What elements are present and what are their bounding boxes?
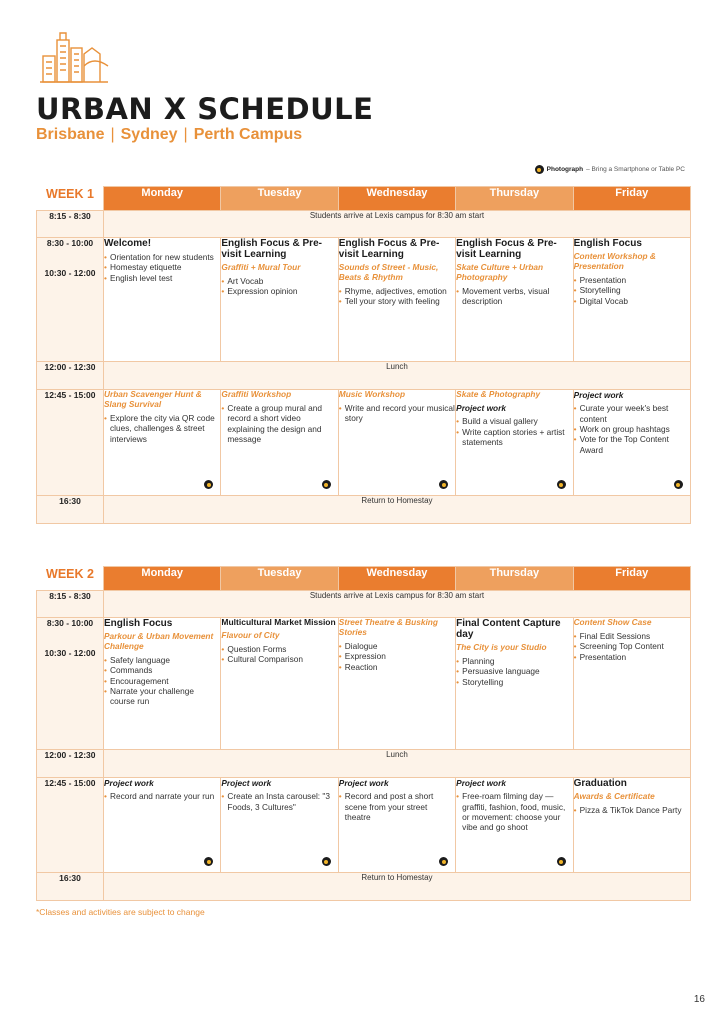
w1-wed-pm	[338, 390, 455, 496]
week1-morning-row	[37, 238, 691, 362]
campus-subtitle: Brisbane | Sydney | Perth Campus	[36, 126, 303, 143]
activity-subtitle: Sounds of Street - Music, Beats & Rhythm	[338, 262, 439, 282]
list-item: • Record and post a short scene from your street theatre	[339, 791, 455, 822]
list-item: • Screening Top Content	[574, 641, 690, 651]
w1-wed-am	[338, 238, 455, 362]
list-item: • Movement verbs, visual description	[456, 286, 572, 307]
time-slot: 8:15 - 8:30	[37, 211, 104, 238]
time-slot-morning	[37, 238, 104, 362]
camera-icon	[204, 480, 213, 489]
activity-subtitle: Urban Scavenger Hunt & Slang Survival	[104, 389, 202, 409]
list-item: • Art Vocab	[221, 276, 337, 286]
camera-icon	[557, 857, 566, 866]
w2-tue-pm	[221, 778, 338, 873]
footnote: *Classes and activities are subject to change	[36, 907, 205, 917]
w1-fri-am	[573, 238, 690, 362]
time-slot: 12:00 - 12:30	[37, 750, 104, 778]
w2-fri-am	[573, 618, 690, 750]
lunch-text: Lunch	[104, 362, 691, 390]
end-text: Return to Homestay	[104, 496, 691, 524]
week1-end-row	[37, 496, 691, 524]
w1-thu-pm	[456, 390, 573, 496]
day-wednesday: Wednesday	[338, 567, 455, 591]
time-slot: 12:45 - 15:00	[37, 390, 104, 496]
week1-lunch-row	[37, 362, 691, 390]
activity-subtitle: Flavour of City	[221, 629, 280, 640]
list-item: • Planning	[456, 656, 572, 666]
w1-thu-am	[456, 238, 573, 362]
day-tuesday: Tuesday	[221, 567, 338, 591]
day-thursday: Thursday	[456, 187, 573, 211]
list-item: • Final Edit Sessions	[574, 631, 690, 641]
list-item: • Expression opinion	[221, 286, 337, 296]
w1-fri-pm	[573, 390, 690, 496]
camera-icon	[439, 857, 448, 866]
list-item: • Explore the city via QR code clues, challenges & street interviews	[104, 413, 220, 444]
list-item: • Presentation	[574, 275, 690, 285]
project-work-label: Project work	[573, 390, 624, 400]
list-item: • Homestay etiquette	[104, 262, 220, 272]
week1-label: WEEK 1	[37, 187, 104, 211]
day-tuesday: Tuesday	[221, 187, 338, 211]
w2-fri-pm	[573, 778, 690, 873]
page-number: 16	[693, 994, 705, 1005]
campus-sydney: Sydney	[120, 126, 178, 143]
list-item: • Expression	[339, 651, 455, 661]
activity-title: English Focus & Pre-visit Learning	[338, 238, 440, 260]
activity-subtitle: Parkour & Urban Movement Challenge	[104, 631, 214, 651]
activity-subtitle: Awards & Certificate	[573, 791, 655, 801]
w2-tue-am	[221, 618, 338, 750]
w1-mon-am	[104, 238, 221, 362]
week2-afternoon-row	[37, 778, 691, 873]
list-item: • Write and record your musical story	[339, 403, 455, 424]
w2-mon-pm	[104, 778, 221, 873]
time-slot: 8:15 - 8:30	[37, 591, 104, 618]
list-item: • Safety language	[104, 655, 220, 665]
legend-text: – Bring a Smartphone or Table PC	[586, 166, 685, 173]
time-slot: 12:00 - 12:30	[37, 362, 104, 390]
time-slot: 16:30	[37, 873, 104, 901]
time-am1: 8:30 - 10:00	[46, 238, 94, 248]
project-work-label: Project work	[338, 778, 389, 788]
page-title: URBAN X SCHEDULE	[36, 92, 374, 126]
week2-schedule	[36, 566, 691, 901]
camera-icon	[322, 480, 331, 489]
day-monday: Monday	[104, 567, 221, 591]
list-item: • Storytelling	[456, 677, 572, 687]
list-item: • Rhyme, adjectives, emotion	[339, 286, 455, 296]
day-friday: Friday	[573, 187, 690, 211]
activity-title: English Focus	[104, 618, 173, 629]
project-work-label: Project work	[221, 778, 272, 788]
list-item: • Record and narrate your run	[104, 791, 220, 801]
w2-wed-am	[338, 618, 455, 750]
list-item: • Dialogue	[339, 641, 455, 651]
week2-morning-row	[37, 618, 691, 750]
list-item: • Free-roam filming day — graffiti, fashion, food, music, or movement: choose your vibe and go shoot	[456, 791, 572, 832]
activity-title: Graduation	[573, 778, 627, 789]
w2-wed-pm	[338, 778, 455, 873]
camera-icon	[204, 857, 213, 866]
list-item: • Write caption stories + artist statements	[456, 427, 572, 448]
end-text: Return to Homestay	[104, 873, 691, 901]
list-item: • Vote for the Top Content Award	[574, 434, 690, 455]
activity-subtitle: Content Workshop & Presentation	[573, 251, 656, 271]
list-item: • Work on group hashtags	[574, 424, 690, 434]
list-item: • Question Forms	[221, 644, 337, 654]
lunch-text: Lunch	[104, 750, 691, 778]
day-wednesday: Wednesday	[338, 187, 455, 211]
camera-icon	[557, 480, 566, 489]
list-item: • Cultural Comparison	[221, 654, 337, 664]
w1-tue-am	[221, 238, 338, 362]
list-item: • Encouragement	[104, 676, 220, 686]
activity-title: English Focus & Pre-visit Learning	[221, 238, 322, 260]
day-monday: Monday	[104, 187, 221, 211]
w2-mon-am	[104, 618, 221, 750]
list-item: • Digital Vocab	[574, 296, 690, 306]
week2-arrive-row	[37, 591, 691, 618]
list-item: • Reaction	[339, 662, 455, 672]
day-friday: Friday	[573, 567, 690, 591]
project-work-label: Project work	[456, 402, 506, 413]
time-slot-morning	[37, 618, 104, 750]
list-item: • Storytelling	[574, 285, 690, 295]
project-work-label: Project work	[456, 778, 506, 788]
camera-icon	[439, 480, 448, 489]
list-item: • Presentation	[574, 652, 690, 662]
activity-subtitle: Music Workshop	[338, 389, 406, 399]
activity-title: English Focus	[573, 238, 642, 249]
time-am2: 10:30 - 12:00	[44, 648, 96, 658]
day-thursday: Thursday	[456, 567, 573, 591]
time-am2: 10:30 - 12:00	[44, 268, 96, 278]
w2-thu-am	[456, 618, 573, 750]
week2-lunch-row	[37, 750, 691, 778]
time-am1: 8:30 - 10:00	[46, 618, 94, 628]
list-item: • Create an Insta carousel: "3 Foods, 3 Cultures"	[221, 791, 337, 812]
list-item: • Create a group mural and record a short video explaining the design and message	[221, 403, 337, 444]
week1-schedule	[36, 186, 691, 524]
camera-icon	[535, 165, 544, 174]
activity-title: Welcome!	[104, 238, 152, 249]
list-item: • English level test	[104, 273, 220, 283]
city-skyline-logo-icon	[38, 26, 110, 86]
camera-icon	[674, 480, 683, 489]
week2-end-row	[37, 873, 691, 901]
activity-title: Final Content Capture day	[456, 618, 561, 640]
activity-subtitle: Skate & Photography	[456, 389, 541, 399]
activity-title: Multicultural Market Mission	[221, 617, 336, 627]
week1-header-row	[37, 187, 691, 211]
activity-title: English Focus & Pre-visit Learning	[456, 238, 557, 260]
camera-icon	[322, 857, 331, 866]
list-item: • Pizza & TikTok Dance Party	[574, 805, 690, 815]
activity-subtitle: Graffiti Workshop	[221, 389, 292, 399]
w1-mon-pm	[104, 390, 221, 496]
activity-subtitle: Skate Culture + Urban Photography	[456, 262, 544, 282]
activity-subtitle: The City is your Studio	[456, 642, 547, 652]
legend-label: Photograph	[546, 166, 584, 173]
list-item: • Curate your week's best content	[574, 403, 690, 424]
list-item: • Build a visual gallery	[456, 416, 572, 426]
activity-subtitle: Street Theatre & Busking Stories	[338, 617, 438, 637]
arrive-text: Students arrive at Lexis campus for 8:30 am start	[104, 211, 691, 238]
time-slot: 16:30	[37, 496, 104, 524]
list-item: • Narrate your challenge course run	[104, 686, 220, 707]
list-item: • Tell your story with feeling	[339, 296, 455, 306]
w2-thu-pm	[456, 778, 573, 873]
time-slot: 12:45 - 15:00	[37, 778, 104, 873]
w1-tue-pm	[221, 390, 338, 496]
photograph-legend	[535, 165, 685, 174]
week1-arrive-row	[37, 211, 691, 238]
activity-subtitle: Graffiti + Mural Tour	[221, 262, 301, 272]
week2-label: WEEK 2	[37, 567, 104, 591]
list-item: • Orientation for new students	[104, 252, 220, 262]
arrive-text: Students arrive at Lexis campus for 8:30 am start	[104, 591, 691, 618]
campus-brisbane: Brisbane	[36, 126, 105, 143]
week2-header-row	[37, 567, 691, 591]
week1-afternoon-row	[37, 390, 691, 496]
activity-subtitle: Content Show Case	[573, 617, 652, 627]
campus-perth: Perth Campus	[193, 126, 303, 143]
project-work-label: Project work	[104, 778, 154, 788]
list-item: • Persuasive language	[456, 666, 572, 676]
list-item: • Commands	[104, 665, 220, 675]
